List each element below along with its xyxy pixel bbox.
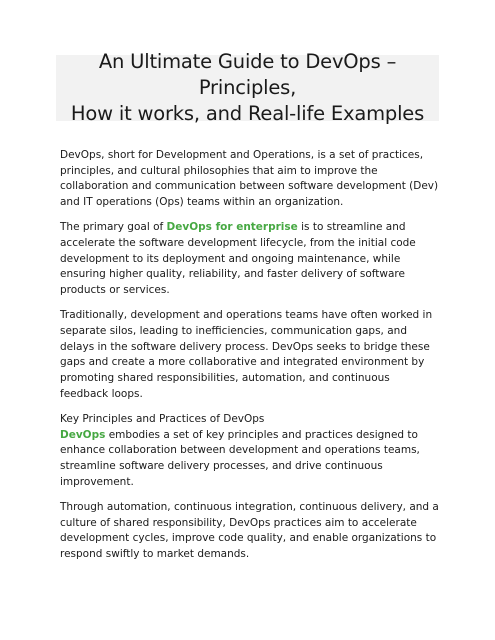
title-line-1: An Ultimate Guide to DevOps – Principles, [98, 50, 397, 99]
devops-link[interactable]: DevOps [60, 428, 106, 441]
primary-goal-text-start: The primary goal of [60, 221, 167, 234]
intro-paragraph: DevOps, short for Development and Operations, is a set of practices, principles, and cultural philosophies that aim to improve the collaboration and communication between software development (Dev) and IT operations (Ops) teams within an organization. [60, 149, 439, 209]
title-banner [56, 50, 439, 125]
section-heading: Key Principles and Practices of DevOps [60, 413, 265, 426]
document-title [56, 49, 439, 127]
principles-paragraph [60, 428, 440, 491]
primary-goal-paragraph [60, 220, 440, 299]
title-line-2: How it works, and Real-life Examples [70, 102, 425, 125]
principles-text: embodies a set of key principles and practices designed to enhance collaboration between development and operations teams, streamline software delivery processes, and drive continuous improvement. [60, 428, 420, 488]
devops-for-enterprise-link[interactable]: DevOps for enterprise [166, 221, 298, 234]
primary-goal-text-end: is to streamline and accelerate the software development lifecycle, from the initial code development to its deployment and ongoing maintenance, while ensuring higher quality, reliability, and faster delivery of software products or services. [60, 221, 416, 297]
automation-paragraph: Through automation, continuous integration, continuous delivery, and a culture of shared responsibility, DevOps practices aim to accelerate development cycles, improve code quality, and enable organizations to respond swiftly to market demands. [60, 501, 439, 561]
silos-paragraph: Traditionally, development and operations teams have often worked in separate silos, leading to inefficiencies, communication gaps, and delays in the software delivery process. DevOps seeks to bridge these gaps and create a more collaborative and integrated environment by promoting shared responsibilities, automation, and continuous feedback loops. [60, 309, 433, 400]
document-body [60, 148, 440, 572]
